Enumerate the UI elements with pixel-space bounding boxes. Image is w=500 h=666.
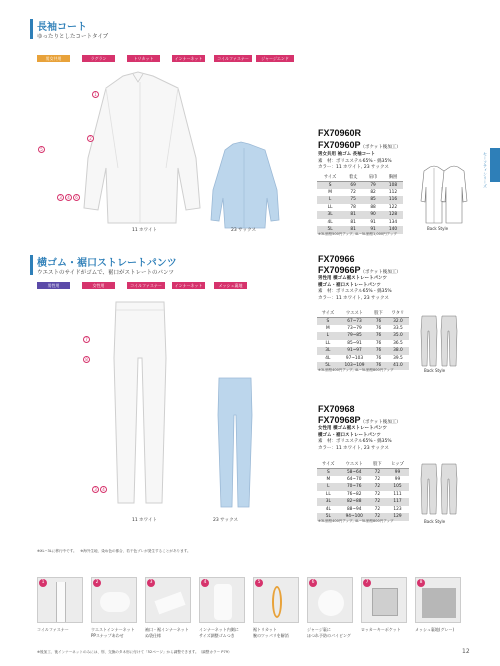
- detail-photo-1: [37, 577, 83, 623]
- section1-tag: コイルファスナー: [214, 55, 252, 62]
- table-cell: 99: [386, 468, 409, 476]
- product1-price-note: ※3L価格500円アップ, 4L~5L価格1,000円アップ: [318, 232, 397, 236]
- table-cell: 35.0: [387, 332, 409, 340]
- product3-size-table: [317, 461, 409, 521]
- callout-7: 7: [83, 336, 90, 343]
- table-row: [317, 219, 403, 227]
- detail-caption-line: 袖口・裾インナーネット: [145, 627, 189, 632]
- table-cell: 90: [363, 211, 383, 219]
- table-cell: 72: [369, 468, 386, 476]
- table-cell: 73~79: [347, 325, 362, 331]
- table-cell: 94~100: [340, 513, 369, 521]
- table-row: [317, 498, 409, 506]
- size-header-cell: 肩巾: [363, 174, 383, 181]
- callout-4: 4: [65, 194, 72, 201]
- product1-model1: FX70960R: [318, 128, 362, 138]
- table-cell: 72: [369, 513, 386, 521]
- table-cell: 72: [350, 189, 356, 195]
- product3-size-header: [317, 461, 409, 468]
- table-cell: 108: [383, 181, 403, 189]
- table-row: [317, 506, 409, 514]
- callout-6: 6: [73, 194, 80, 201]
- section1-tag: ラグラン: [82, 55, 115, 62]
- table-cell: 128: [383, 211, 403, 219]
- callout-2: 2: [87, 135, 94, 142]
- table-cell: 82~88: [340, 498, 369, 506]
- size-header-cell: ワタリ: [387, 310, 409, 317]
- size-header-cell: サイズ: [317, 461, 340, 468]
- table-cell: 67~73: [339, 317, 371, 325]
- section2-caption-sax: 23 サックス: [213, 518, 239, 523]
- table-cell: 76: [370, 317, 387, 325]
- table-row: [317, 483, 409, 491]
- table-cell: 112: [388, 189, 398, 195]
- detail-caption-line: ジャージ裏に: [307, 627, 331, 632]
- table-row: [317, 196, 403, 204]
- table-cell: 76: [370, 332, 387, 340]
- table-cell: L: [317, 196, 343, 204]
- table-cell: 75: [343, 196, 363, 204]
- callout-3: 3: [57, 194, 64, 201]
- table-cell: 76: [370, 362, 387, 370]
- detail-photo-3: [145, 577, 191, 623]
- table-cell: 3L: [317, 211, 343, 219]
- table-cell: 32.0: [387, 317, 409, 325]
- detail-photo-8: [415, 577, 461, 623]
- table-cell: 72: [369, 483, 386, 491]
- detail-caption-line: ぬ袋仕様: [145, 632, 161, 638]
- table-cell: 111: [393, 491, 402, 497]
- table-cell: 5L: [317, 226, 343, 234]
- section1-caption-white: 11 ホワイト: [132, 228, 158, 233]
- side-index-label: セーフティシリーズ: [483, 152, 488, 188]
- detail-caption-line: PPスナップあわせ: [91, 632, 124, 638]
- table-cell: 5L: [317, 362, 339, 370]
- size-header-cell: 股下: [369, 461, 386, 468]
- table-row: [317, 355, 409, 363]
- size-header-cell: 着丈: [343, 174, 363, 181]
- section2-tag: メッシュ裏地: [214, 282, 247, 289]
- product2-flat-front: [420, 315, 438, 367]
- product2-model2-code: FX70966P: [318, 265, 361, 275]
- product2-flat-back: [440, 315, 458, 367]
- product1-model2: [318, 140, 401, 150]
- section2-subtitle: ウエストのサイドがゴムで、裾口がストレートのパンツ: [37, 270, 175, 276]
- callout-1: 1: [92, 91, 99, 98]
- product3-flat-front: [420, 463, 438, 515]
- table-cell: 88: [370, 204, 376, 210]
- product3-model2-note: （ポケット後加工）: [360, 419, 401, 424]
- detail-photo-6: [307, 577, 353, 623]
- detail-photo-4: [199, 577, 245, 623]
- product3-desc: [318, 426, 392, 452]
- table-cell: 72: [374, 491, 381, 497]
- white-pants-image: [110, 298, 170, 508]
- product2-desc-material: 素 材：ポリエステル65%・綿35%: [318, 289, 392, 294]
- table-cell: 4L: [325, 506, 331, 512]
- product3-desc-color: カラー：11 ホワイト, 23 サックス: [318, 445, 389, 451]
- size-header-cell: サイズ: [317, 174, 343, 181]
- detail-caption-line: ほつれ予防のパイピング: [307, 632, 351, 638]
- footer-note: ※後加工、後インナーネットのみには、別、交換のタネ形に付けて「52ページ」から調整できます。（調整カラー P79）: [37, 650, 232, 654]
- detail-num-6: 6: [309, 579, 317, 587]
- callout-5: 5: [38, 146, 45, 153]
- product3-flat-back: [440, 463, 458, 515]
- product3-price-note: ※3L価格400円アップ, 4L~5L価格800円アップ: [318, 519, 394, 523]
- table-cell: S: [317, 468, 340, 476]
- table-cell: 117: [386, 498, 409, 506]
- table-cell: 140: [383, 226, 403, 234]
- table-cell: 70~76: [340, 483, 369, 491]
- product2-size-header: [317, 310, 409, 317]
- detail-caption-line: コイルファスナー: [37, 627, 69, 632]
- table-cell: 85~91: [347, 340, 362, 346]
- detail-caption-1: [37, 627, 69, 633]
- table-cell: LL: [327, 204, 333, 210]
- product3-back-style: Back Style: [424, 519, 446, 524]
- product3-model2-code: FX70968P: [318, 415, 361, 425]
- section2-tag: 女性用: [82, 282, 115, 289]
- product3-model2: [318, 415, 401, 425]
- table-cell: 116: [383, 196, 403, 204]
- table-cell: M: [326, 325, 330, 331]
- size-header-cell: ウエスト: [340, 461, 369, 468]
- detail-caption-8: [415, 627, 454, 633]
- detail-num-2: 2: [93, 579, 101, 587]
- table-cell: S: [317, 181, 343, 189]
- callout-4b: 4: [100, 486, 107, 493]
- table-row: [317, 340, 409, 348]
- side-index-tab: [490, 148, 500, 182]
- table-row: [317, 325, 409, 333]
- table-row: [317, 189, 403, 197]
- detail-caption-line: インナーネット内側に: [199, 627, 239, 632]
- table-cell: L: [317, 483, 340, 491]
- table-cell: 134: [388, 219, 398, 225]
- sax-coat-image: [205, 140, 285, 230]
- table-cell: 4L: [327, 219, 333, 225]
- table-cell: 78: [350, 204, 356, 210]
- table-cell: 69: [343, 181, 363, 189]
- page-number: 12: [462, 648, 470, 655]
- section1-subtitle: ゆったりとしたコートタイプ: [37, 34, 109, 40]
- table-cell: 91~97: [339, 347, 371, 355]
- table-cell: 64~70: [346, 476, 362, 482]
- table-row: [317, 476, 409, 484]
- table-cell: 41.0: [387, 362, 409, 370]
- table-cell: 39.5: [393, 355, 403, 361]
- table-row: [317, 468, 409, 476]
- callout-3b: 3: [92, 486, 99, 493]
- table-row: [317, 204, 403, 212]
- product1-size-header: [317, 174, 403, 181]
- section1-bar: [30, 19, 33, 39]
- product2-model1: FX70966: [318, 254, 355, 264]
- detail-num-7: 7: [363, 579, 371, 587]
- table-cell: 3L: [317, 498, 340, 506]
- table-cell: 91: [370, 219, 376, 225]
- product2-model2-note: （ポケット後加工）: [360, 269, 401, 274]
- product3-desc-type: 横ゴム・裾口ストレートパンツ: [318, 432, 381, 438]
- table-cell: 76: [375, 340, 382, 346]
- product2-back-style: Back Style: [424, 368, 446, 373]
- product2-size-table: [317, 310, 409, 370]
- detail-caption-7: [361, 627, 401, 633]
- size-header-cell: 股下: [370, 310, 387, 317]
- table-cell: 3L: [317, 347, 339, 355]
- detail-photo-5: [253, 577, 299, 623]
- table-cell: 88~94: [346, 506, 362, 512]
- detail-caption-4: [199, 627, 239, 638]
- section1-tag: ジャージエンド: [256, 55, 294, 62]
- table-cell: LL: [325, 340, 331, 346]
- detail-num-4: 4: [201, 579, 209, 587]
- table-cell: M: [328, 189, 332, 195]
- size-header-cell: ヒップ: [386, 461, 409, 468]
- product1-model2-code: FX70960P: [318, 140, 361, 150]
- table-cell: 99: [394, 476, 401, 482]
- product1-model2-note: （ポケット後加工）: [360, 144, 401, 149]
- size-header-cell: サイズ: [317, 310, 339, 317]
- detail-caption-5: [253, 627, 289, 638]
- table-cell: 4L: [325, 355, 331, 361]
- table-cell: 76: [370, 347, 387, 355]
- product3-model1: FX70968: [318, 404, 355, 414]
- product3-desc-name: 女性用 横ゴム裾ストレートパンツ: [318, 426, 387, 431]
- product1-size-table: [317, 174, 403, 234]
- table-cell: 123: [393, 506, 402, 512]
- table-cell: 79: [363, 181, 383, 189]
- table-cell: 38.0: [387, 347, 409, 355]
- detail-caption-line: メッシュ裏地(グレー): [415, 627, 455, 632]
- product1-desc-color: カラー：11 ホワイト, 23 サックス: [318, 165, 389, 170]
- table-cell: 122: [388, 204, 398, 210]
- detail-caption-3: [145, 627, 189, 638]
- footnote-mid: ※XL~3Lに移行中です。 ※海外生地、染め色の都合、若干色ブレが発生することがあります。: [37, 549, 191, 553]
- detail-caption-6: [307, 627, 351, 638]
- product2-desc-color: カラー：11 ホワイト, 23 サックス: [318, 295, 389, 301]
- table-cell: 85: [363, 196, 383, 204]
- table-cell: 72: [369, 498, 386, 506]
- table-cell: 105: [386, 483, 409, 491]
- size-header-cell: ウエスト: [339, 310, 371, 317]
- table-cell: 76: [375, 325, 382, 331]
- table-cell: 76~82: [346, 491, 362, 497]
- product2-model2: [318, 265, 401, 275]
- table-cell: 76: [375, 355, 382, 361]
- product1-desc-name: 男女共用 袖ゴム 長袖コート: [318, 152, 376, 157]
- table-cell: 129: [386, 513, 409, 521]
- table-row: [317, 332, 409, 340]
- table-cell: 5L: [317, 513, 340, 521]
- detail-num-8: 8: [417, 579, 425, 587]
- table-cell: 72: [374, 476, 381, 482]
- table-row: [317, 181, 403, 189]
- section1-caption-sax: 23 サックス: [231, 228, 257, 233]
- table-cell: 81: [343, 211, 363, 219]
- table-cell: 58~64: [340, 468, 369, 476]
- table-cell: 36.5: [393, 340, 403, 346]
- section1-title: 長袖コート: [37, 22, 87, 33]
- table-cell: 79~85: [339, 332, 371, 340]
- detail-photo-2: [91, 577, 137, 623]
- table-cell: 81: [350, 219, 356, 225]
- table-row: [317, 317, 409, 325]
- detail-num-5: 5: [255, 579, 263, 587]
- section2-title: 横ゴム・裾口ストレートパンツ: [37, 258, 177, 269]
- product1-desc: [318, 152, 392, 172]
- size-header-cell: 胸囲: [383, 174, 403, 181]
- product1-desc-material: 素 材：ポリエステル65%・綿35%: [318, 158, 392, 164]
- table-cell: 91: [363, 226, 383, 234]
- table-row: [317, 347, 409, 355]
- section2-tag: 男性用: [37, 282, 70, 289]
- detail-caption-line: 腕のツッパリを解消: [253, 632, 289, 638]
- table-cell: L: [317, 332, 339, 340]
- table-cell: 33.5: [393, 325, 403, 331]
- product2-price-note: ※3L価格400円アップ, 4L~5L価格800円アップ: [318, 368, 394, 372]
- sax-pants-image: [215, 375, 255, 510]
- product1-back-style: Back Style: [427, 226, 449, 231]
- detail-photo-7: [361, 577, 407, 623]
- table-cell: LL: [325, 491, 331, 497]
- detail-caption-line: ロッカーキーポケット: [361, 627, 401, 632]
- callout-8: 8: [83, 356, 90, 363]
- table-cell: 72: [374, 506, 381, 512]
- detail-caption-line: 裾トリカット: [253, 627, 277, 632]
- detail-caption-line: ウエストインナーネット: [91, 627, 135, 632]
- section2-bar: [30, 255, 33, 275]
- product3-desc-material: 素 材：ポリエステル65%・綿35%: [318, 439, 392, 444]
- table-cell: 103~109: [339, 362, 371, 370]
- table-cell: 97~103: [345, 355, 364, 361]
- table-cell: M: [326, 476, 331, 482]
- table-cell: 81: [343, 226, 363, 234]
- section2-caption-white: 11 ホワイト: [132, 518, 158, 523]
- table-cell: 82: [370, 189, 376, 195]
- section1-tag: インナーネット: [172, 55, 205, 62]
- detail-num-3: 3: [147, 579, 155, 587]
- product2-desc-name: 男性用 横ゴム裾ストレートパンツ: [318, 276, 387, 281]
- detail-num-1: 1: [39, 579, 47, 587]
- product1-flat-back: [440, 165, 468, 225]
- detail-caption-line: サイズ調整ゴムつき: [199, 632, 235, 638]
- table-row: [317, 491, 409, 499]
- product2-desc: [318, 276, 392, 302]
- section1-tag: トリカット: [127, 55, 160, 62]
- section2-tag: インナーネット: [172, 282, 205, 289]
- table-cell: S: [317, 317, 339, 325]
- section2-tag: コイルファスナー: [127, 282, 165, 289]
- detail-caption-2: [91, 627, 135, 638]
- section1-tag: 男女共用: [37, 55, 70, 62]
- product2-desc-type: 横ゴム・裾口ストレートパンツ: [318, 282, 381, 288]
- table-row: [317, 211, 403, 219]
